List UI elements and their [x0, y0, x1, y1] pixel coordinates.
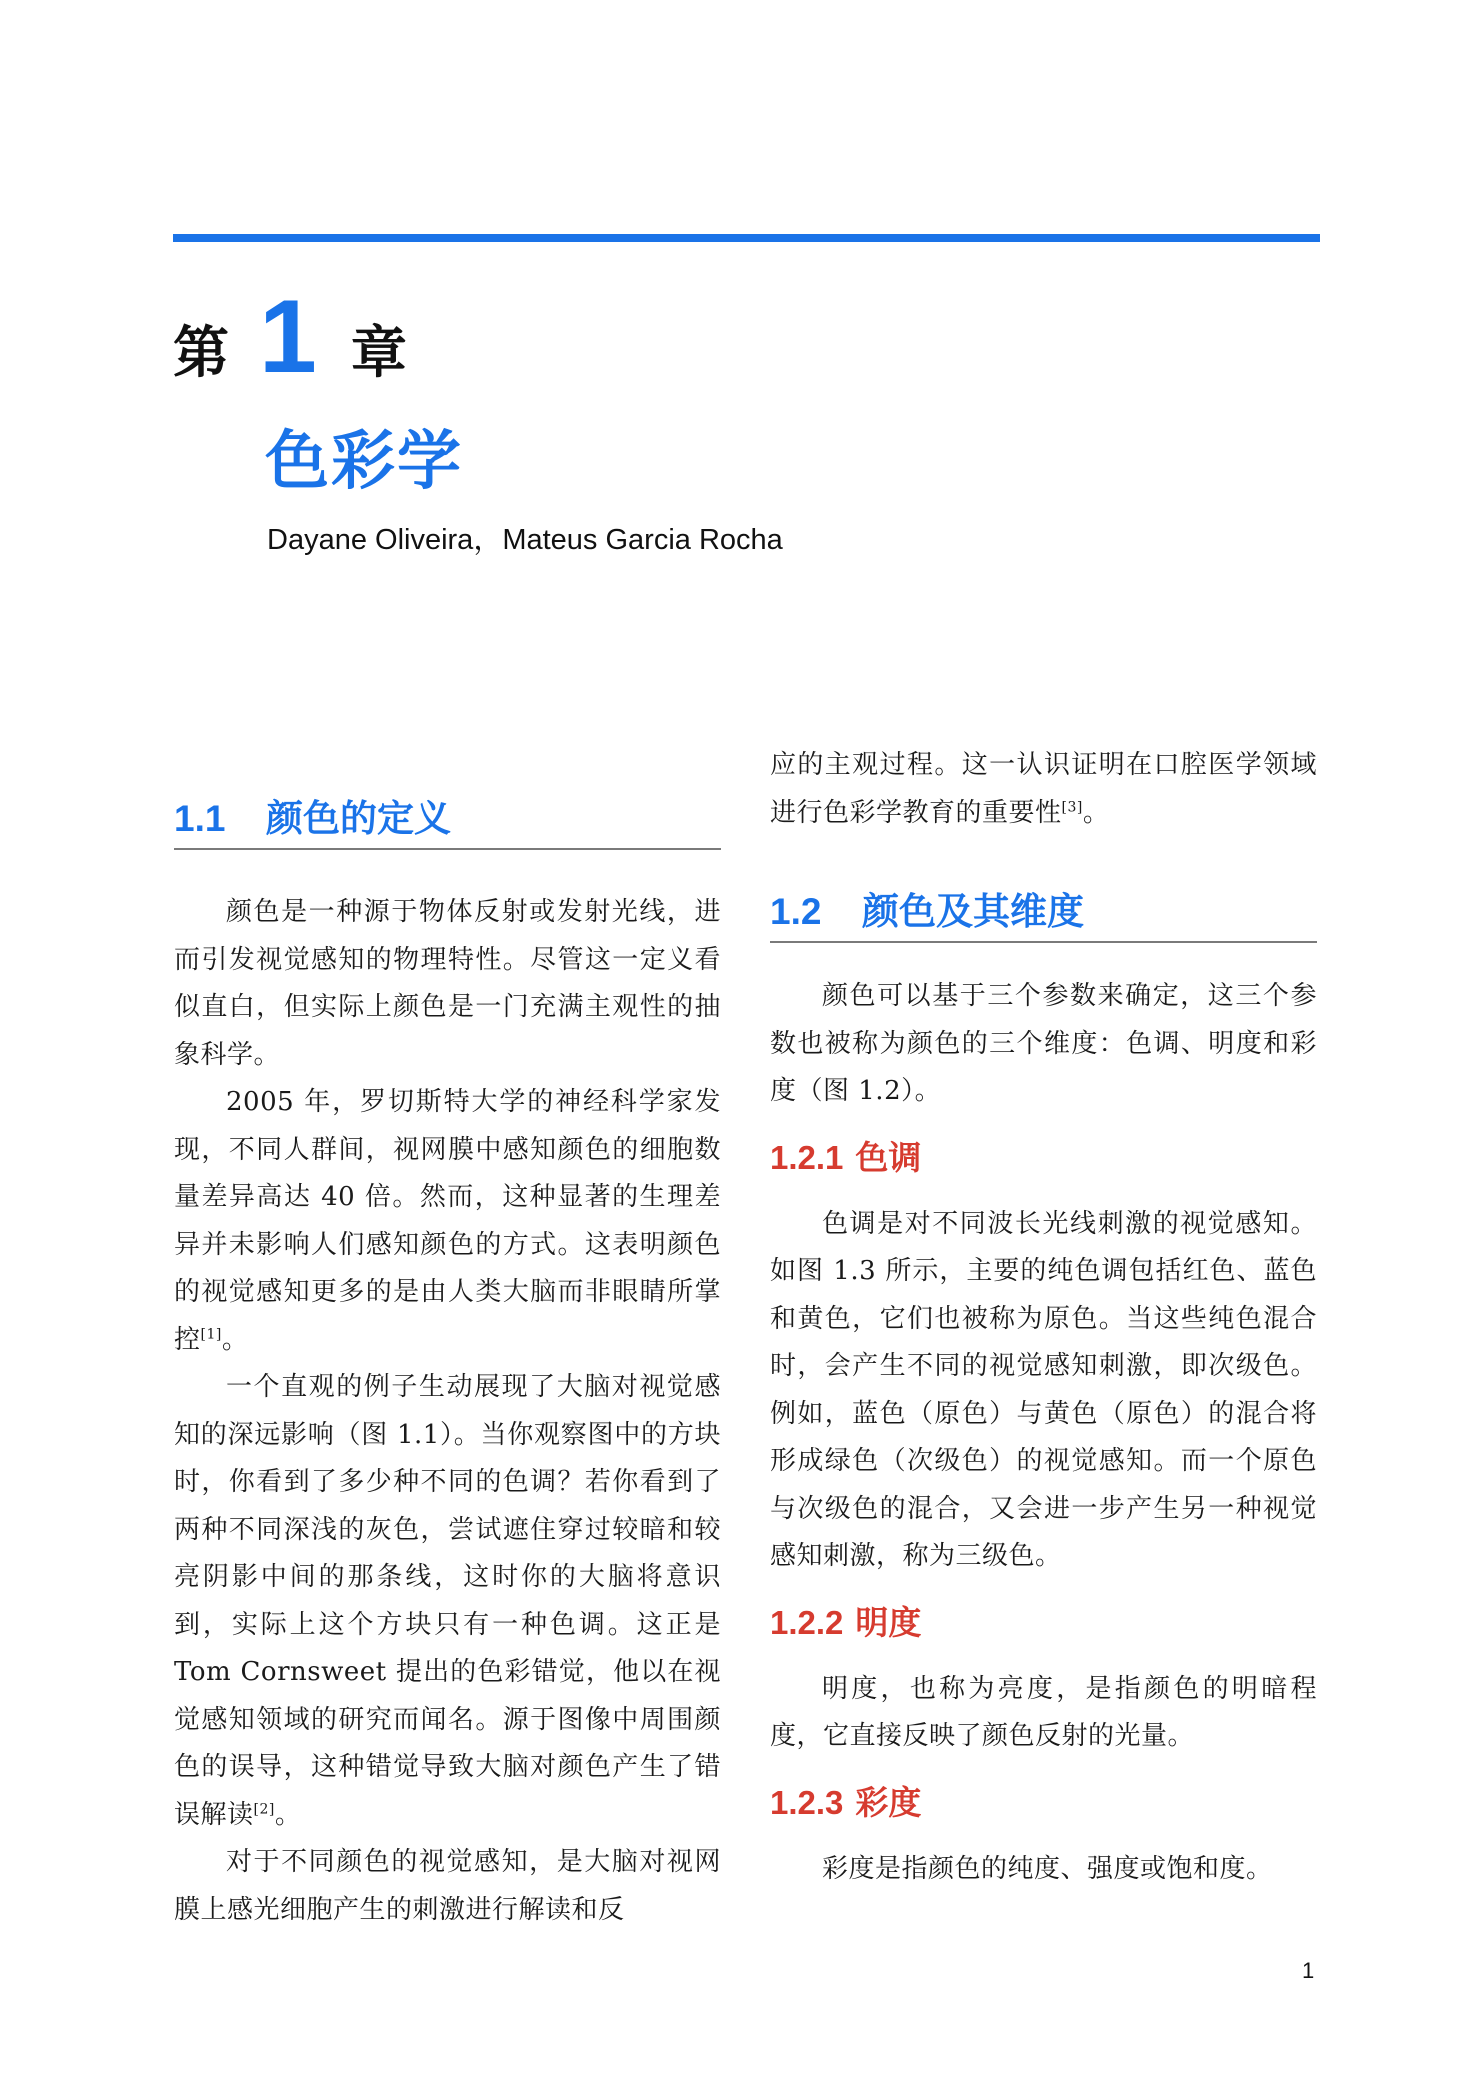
chapter-top-rule	[173, 234, 1320, 242]
section-heading-1-1	[174, 788, 721, 850]
citation-ref: [2]	[253, 1800, 275, 1817]
section-title: 颜色的定义	[266, 797, 451, 840]
paragraph-color-definition: 颜色是一种源于物体反射或发射光线，进而引发视觉感知的物理特性。尽管这一定义看似直白，但实际上颜色是一门充满主观性的抽象科学。	[174, 897, 721, 1070]
paragraph-perception: 对于不同颜色的视觉感知，是大脑对视网膜上感光细胞产生的刺激进行解读和反	[174, 1847, 721, 1925]
section-title: 彩度	[855, 1782, 922, 1822]
citation-ref: [3]	[1061, 798, 1083, 815]
section-number: 1.2.2	[770, 1603, 844, 1641]
paragraph-end: 。	[274, 1799, 302, 1830]
chapter-suffix: 章	[350, 321, 407, 386]
paragraph-text: 2005 年，罗切斯特大学的神经科学家发现，不同人群间，视网膜中感知颜色的细胞数量差异高达 40 倍。然而，这种显著的生理差异并未影响人们感知颜色的方式。这表明颜色的视觉感知更多的是由人类大脑而非眼睛所掌控	[174, 1087, 721, 1355]
page-number: 1	[1302, 1958, 1315, 1983]
paragraph-continuation	[770, 742, 1317, 837]
section-title: 颜色及其维度	[862, 890, 1084, 933]
section-number: 1.2.1	[770, 1138, 844, 1176]
section-heading-1-2	[770, 881, 1317, 943]
chapter-heading	[173, 278, 407, 395]
section-number: 1.2	[770, 891, 822, 932]
section-heading-1-2-1	[770, 1132, 1317, 1179]
section-title: 色调	[855, 1137, 922, 1177]
paragraph-cornsweet-illusion	[174, 1364, 721, 1839]
left-column	[174, 585, 721, 1934]
section-heading-1-2-3	[770, 1777, 1317, 1824]
paragraph-text: 应的主观过程。这一认识证明在口腔医学领域进行色彩学教育的重要性	[770, 750, 1317, 828]
paragraph-end: 。	[1082, 797, 1110, 828]
chapter-prefix: 第	[173, 321, 229, 386]
section-number: 1.1	[174, 798, 226, 839]
paragraph-value: 明度，也称为亮度，是指颜色的明暗程度，它直接反映了颜色反射的光量。	[770, 1673, 1317, 1751]
chapter-authors: Dayane Oliveira，Mateus Garcia Rocha	[267, 524, 783, 556]
chapter-title: 色彩学	[265, 425, 463, 499]
section-title: 明度	[855, 1602, 922, 1642]
paragraph-color-dimensions: 颜色可以基于三个参数来确定，这三个参数也被称为颜色的三个维度：色调、明度和彩度（图 1.2）。	[770, 981, 1317, 1106]
chapter-number: 1	[259, 279, 317, 395]
paragraph-chroma: 彩度是指颜色的纯度、强度或饱和度。	[822, 1853, 1273, 1884]
paragraph-end: 。	[221, 1324, 249, 1355]
paragraph-rochester-study	[174, 1079, 721, 1364]
paragraph-hue: 色调是对不同波长光线刺激的视觉感知。如图 1.3 所示，主要的纯色调包括红色、蓝色和黄色，它们也被称为原色。当这些纯色混合时，会产生不同的视觉感知刺激，即次级色。例如，蓝色（原色）与黄色（原色）的混合将形成绿色（次级色）的视觉感知。而一个原色与次级色的混合，又会进一步产生另一种视觉感知刺激，称为三级色。	[770, 1208, 1317, 1571]
section-heading-1-2-2	[770, 1597, 1317, 1644]
citation-ref: [1]	[200, 1325, 222, 1342]
paragraph-text: 一个直观的例子生动展现了大脑对视觉感知的深远影响（图 1.1）。当你观察图中的方块时，你看到了多少种不同的色调？若你看到了两种不同深浅的灰色，尝试遮住穿过较暗和较亮阴影中间的那条线，这时你的大脑将意识到，实际上这个方块只有一种色调。这正是 Tom Cornsweet 提出的色彩错觉，他以在视觉感知领域的研究而闻名。源于图像中周围颜色的误导，这种错觉导致大脑对颜色产生了错误解读	[174, 1372, 721, 1830]
right-column	[770, 742, 1317, 1893]
section-number: 1.2.3	[770, 1783, 844, 1821]
